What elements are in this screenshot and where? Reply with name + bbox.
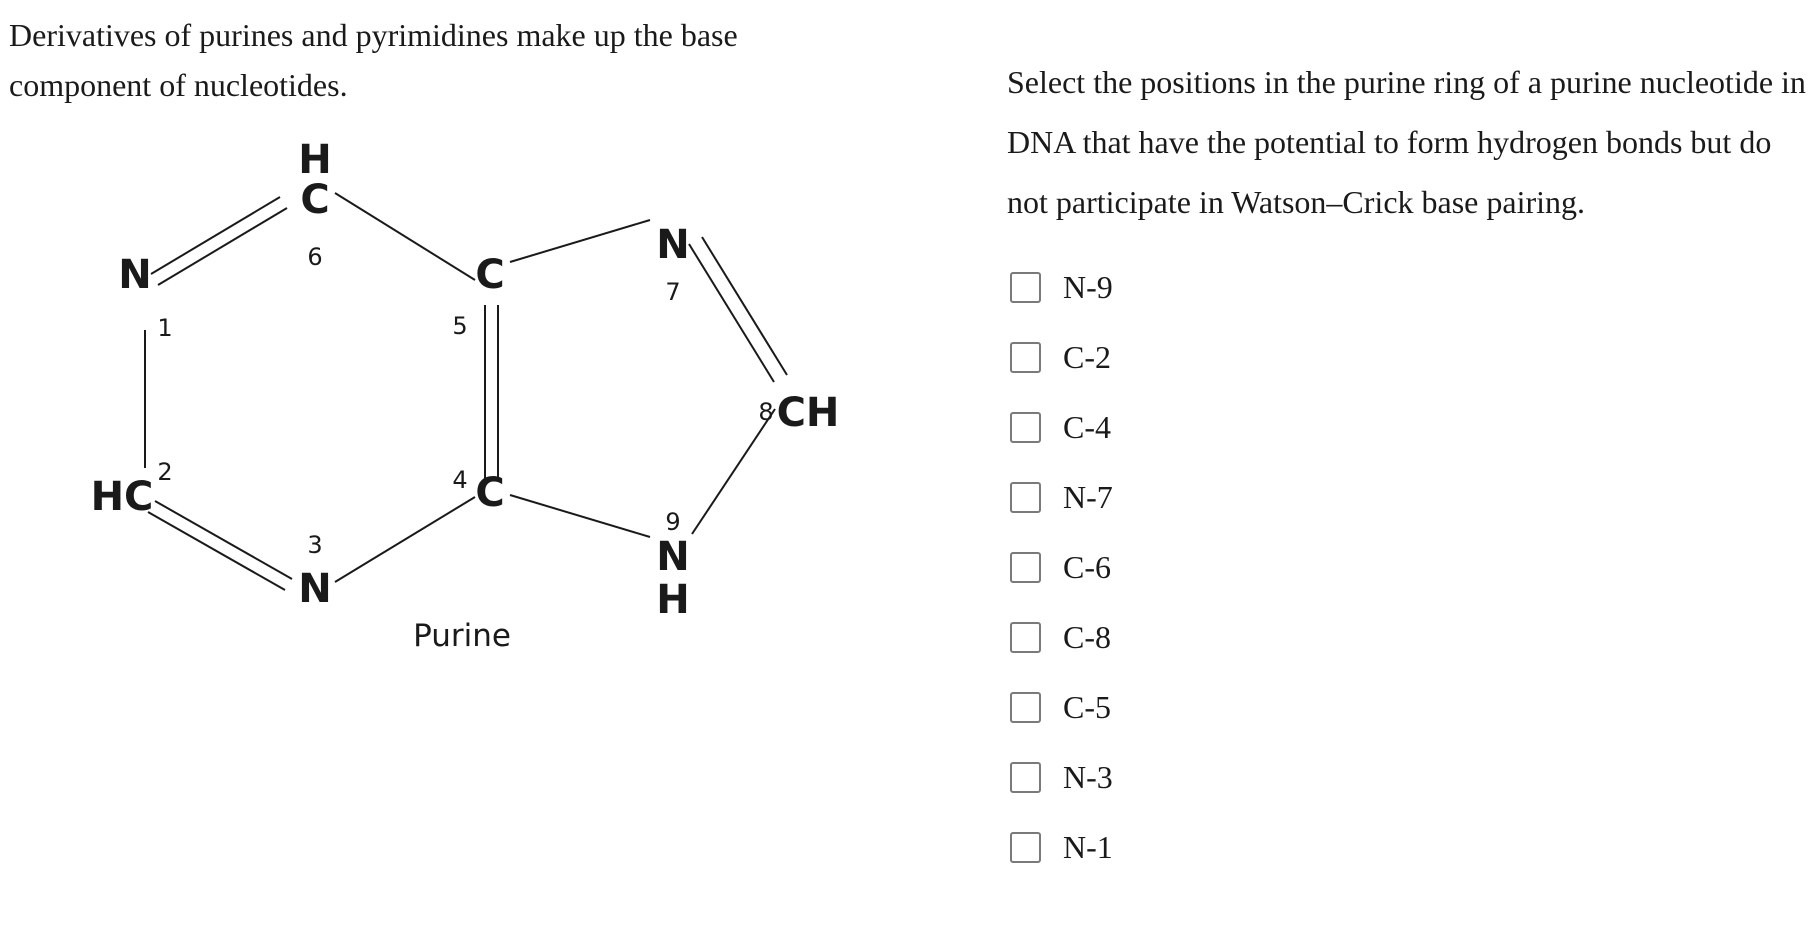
position-number-7: 7 bbox=[665, 278, 681, 306]
bond-c6-c5 bbox=[335, 193, 475, 280]
figure-caption: Purine bbox=[413, 618, 511, 654]
option-n-3[interactable] bbox=[1010, 742, 1113, 812]
atom-c5: C bbox=[475, 252, 505, 298]
position-number-6: 6 bbox=[307, 243, 323, 271]
option-n-9[interactable] bbox=[1010, 252, 1113, 322]
option-c-2[interactable] bbox=[1010, 322, 1113, 392]
checkbox[interactable] bbox=[1010, 692, 1041, 723]
option-label: C-4 bbox=[1063, 409, 1111, 445]
answer-options bbox=[1010, 252, 1113, 882]
atom-n7: N bbox=[656, 222, 690, 268]
purine-structure-figure bbox=[0, 120, 900, 680]
option-label: N-9 bbox=[1063, 269, 1113, 305]
checkbox[interactable] bbox=[1010, 482, 1041, 513]
bond-c4-n3 bbox=[335, 497, 475, 582]
checkbox[interactable] bbox=[1010, 272, 1041, 303]
position-number-2: 2 bbox=[157, 458, 173, 486]
atom-h-top: H bbox=[298, 137, 332, 183]
atom-n9: N bbox=[656, 534, 690, 580]
option-label: N-7 bbox=[1063, 479, 1113, 515]
atom-c4: C bbox=[475, 470, 505, 516]
atom-c6: C bbox=[300, 177, 330, 223]
bond-n1-c6-a bbox=[158, 208, 287, 285]
option-label: C-6 bbox=[1063, 549, 1111, 585]
atom-n3: N bbox=[298, 566, 332, 612]
bond-n9-c4 bbox=[510, 495, 650, 537]
position-number-3: 3 bbox=[307, 531, 323, 559]
checkbox[interactable] bbox=[1010, 342, 1041, 373]
bond-n7-c8-b bbox=[702, 237, 787, 375]
bond-c5-n7 bbox=[510, 220, 650, 262]
purine-structure-diagram bbox=[0, 120, 900, 680]
option-label: C-2 bbox=[1063, 339, 1111, 375]
bond-n1-c6-b bbox=[151, 197, 280, 274]
option-label: C-8 bbox=[1063, 619, 1111, 655]
checkbox[interactable] bbox=[1010, 832, 1041, 863]
option-c-8[interactable] bbox=[1010, 602, 1113, 672]
bond-n7-c8-a bbox=[689, 244, 774, 382]
position-number-4: 4 bbox=[452, 466, 468, 494]
atom-h-bottom: H bbox=[656, 577, 690, 623]
question-prompt: Select the positions in the purine ring of a purine nucleotide in DNA that have the potential to form hydrogen bonds but do not participate in Watson–Crick base pairing. bbox=[1007, 64, 1806, 220]
option-c-5[interactable] bbox=[1010, 672, 1113, 742]
checkbox[interactable] bbox=[1010, 412, 1041, 443]
atom-ch8: CH bbox=[776, 390, 840, 436]
position-number-5: 5 bbox=[452, 312, 468, 340]
option-label: N-1 bbox=[1063, 829, 1113, 865]
bond-n3-c2-b bbox=[148, 512, 285, 590]
position-number-1: 1 bbox=[157, 314, 173, 342]
option-c-4[interactable] bbox=[1010, 392, 1113, 462]
position-number-8: 8 bbox=[758, 398, 774, 426]
intro-text: Derivatives of purines and pyrimidines make up the base component of nucleotides. bbox=[9, 17, 738, 103]
position-number-9: 9 bbox=[665, 508, 681, 536]
checkbox[interactable] bbox=[1010, 552, 1041, 583]
option-label: N-3 bbox=[1063, 759, 1113, 795]
option-label: C-5 bbox=[1063, 689, 1111, 725]
option-c-6[interactable] bbox=[1010, 532, 1113, 602]
option-n-7[interactable] bbox=[1010, 462, 1113, 532]
atom-hc2: HC bbox=[90, 474, 154, 520]
bond-n3-c2-a bbox=[155, 501, 292, 579]
atom-n1: N bbox=[118, 252, 152, 298]
bond-c8-n9 bbox=[692, 409, 775, 534]
checkbox[interactable] bbox=[1010, 622, 1041, 653]
option-n-1[interactable] bbox=[1010, 812, 1113, 882]
checkbox[interactable] bbox=[1010, 762, 1041, 793]
